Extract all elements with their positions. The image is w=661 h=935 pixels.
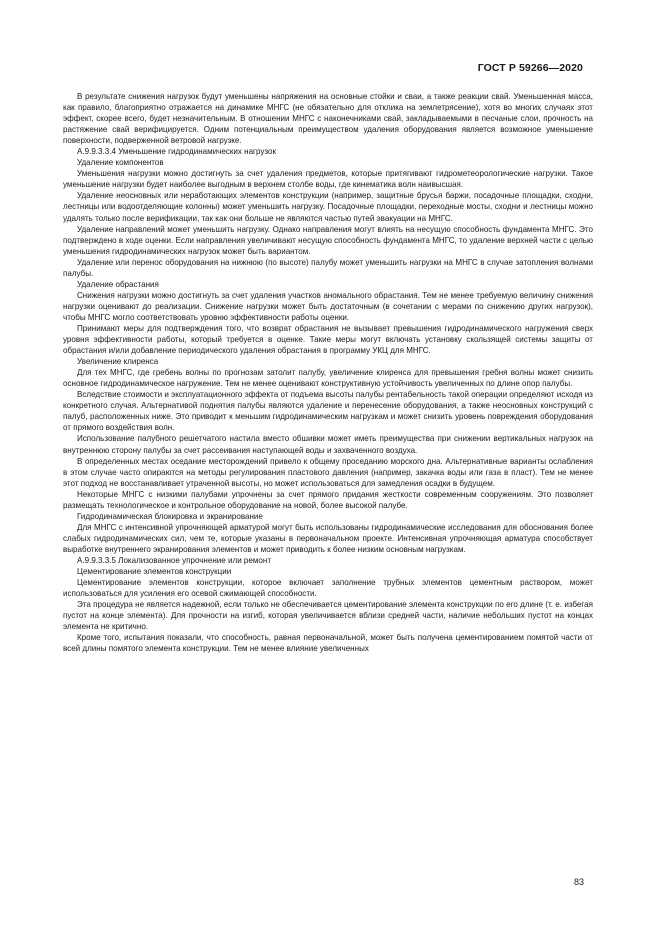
paragraph: Уменьшения нагрузки можно достигнуть за счет удаления предметов, которые притягивают гидрометеорологические нагрузки. Такое уменьшение нагрузки будет наиболее выгодным в верхнем столбе воды, где кинематика волн наивысшая. <box>63 169 593 190</box>
section-heading: А.9.9.3.3.5 Локализованное упрочнение или ремонт <box>77 555 272 565</box>
paragraph: Удаление или перенос оборудования на нижнюю (по высоте) палубу может уменьшить нагрузки на МНГС в случае затопления волнами палубы. <box>63 257 593 278</box>
paragraph: Использование палубного решетчатого настила вместо обшивки может иметь преимущества при снижении вертикальных нагрузок на внутреннюю сторону палубы за счет рассеивания наступающей воды и захваченного воздуха. <box>63 434 593 455</box>
paragraph: Удаление направлений может уменьшить нагрузку. Однако направления могут влиять на несущую способность фундамента МНГС. Это подтверждено в ходе оценки. Если направления увеличивают несущую способность фундамента МНГС, то удаление верхней части с целью уменьшения гидродинамических нагрузок может быть вариантом. <box>63 224 593 256</box>
subsection-heading: Гидродинамическая блокировка и экранирование <box>77 511 263 521</box>
paragraph: Вследствие стоимости и эксплуатационного эффекта от подъема высоты палубы рентабельность такой операции определяют исходя из конкретного случая. Альтернативой поднятия палубы являются удаление и перенесение оборудования, а также неосновных конструкций с палуб, расположенных ниже. Это приводит к меньшим гидродинамическим нагрузкам и может снизить уровень повреждения оборудования от прямого воздействия волн. <box>63 390 593 433</box>
paragraph: Цементирование элементов конструкции, которое включает заполнение трубных элементов цементным раствором, может использоваться для усиления его осевой сжимающей способности. <box>63 578 593 599</box>
subsection-heading: Цементирование элементов конструкции <box>77 567 232 577</box>
subsection-heading: Увеличение клиренса <box>77 357 159 367</box>
section-heading: А.9.9.3.3.4 Уменьшение гидродинамических нагрузок <box>77 147 276 157</box>
paragraph: Эта процедура не является надежной, если только не обеспечивается цементирование элемента конструкции по его длине (т. е. избегая пустот на конце элемента). Для прочности на изгиб, которая увеличивается вблизи средней части, наличие небольших пустот на концах элемента не критично. <box>63 600 593 632</box>
paragraph: Удаление неосновных или неработающих элементов конструкции (например, защитные брусья баржи, посадочные площадки, сходни, лестницы или водоотделяющие колонны) может уменьшить нагрузку. Посадочные площадки, переходные мосты, сходни и лестницы можно удалять только после верификации, так как они больше не являются частью путей эвакуации на МНГС. <box>63 191 593 223</box>
page-number: 83 <box>573 877 584 887</box>
paragraph: В определенных местах оседание месторождений привело к общему проседанию морского дна. Альтернативные варианты ослабления в этом случае часто опираются на методы регулирования пластового давления (например, закачка воды или газа в пласт). Тем не менее этот подход не восстанавливает утраченной высоты, но может использоваться для замедления осадки в будущем. <box>63 456 593 488</box>
paragraph: В результате снижения нагрузок будут уменьшены напряжения на основные стойки и сваи, а также реакции свай. Уменьшенная масса, как правило, благоприятно отражается на динамике МНГС (не обязательно для отклика на землетрясение), хотя во многих случаях этот эффект, скорее всего, будет незначительным. В отношении МНГС с наконечниками свай, закладываемыми в песчаные слои, прочность на растяжение свай верифицируется. Одним потенциальным преимуществом удаления оборудования является возможное уменьшение поверхности, подверженной ветровой нагрузке. <box>63 92 593 146</box>
paragraph: Кроме того, испытания показали, что способность, равная первоначальной, может быть получена цементированием помятой части от всей длины помятого элемента конструкции. Тем не менее влияние увеличенных <box>63 633 593 654</box>
subsection-heading: Удаление обрастания <box>77 279 159 289</box>
standard-header: ГОСТ Р 59266—2020 <box>477 62 583 74</box>
document-body <box>63 91 593 654</box>
subsection-heading: Удаление компонентов <box>77 158 164 168</box>
paragraph: Для тех МНГС, где гребень волны по прогнозам затолит палубу, увеличение клиренса для превышения гребня волны может снизить основное гидродинамическое нагружение. Тем не менее оценивают конструктивную устойчивость увеличенных по длине опор палубы. <box>63 368 593 389</box>
paragraph: Принимают меры для подтверждения того, что возврат обрастания не вызывает превышения гидродинамического нагружения сверх уровня эффективности работы, который требуется в оценке. Такие меры могут включать установку скользящей системы защиты от обрастания и/или добавление периодического удаления обрастания в программу УКЦ для МНГС. <box>63 323 593 356</box>
paragraph: Некоторые МНГС с низкими палубами упрочнены за счет прямого придания жесткости современным сооружениям. Это позволяет размещать технологическое и контрольное оборудование на новой, более высокой палубе. <box>63 489 593 510</box>
paragraph: Снижения нагрузки можно достигнуть за счет удаления участков аномального обрастания. Тем не менее требуемую величину снижения нагрузки оценивают до реализации. Снижение нагрузки может быть достаточным (в сочетании с мерами по снижению других нагрузок), чтобы МНГС могло соответствовать уровню эффективности работы оценки. <box>63 290 593 322</box>
paragraph: Для МНГС с интенсивной упрочняющей арматурой могут быть использованы гидродинамические исследования для обоснования более слабых гидродинамических сил, чем те, которые указаны в первоначальном проекте. Интенсивная упрочняющая арматура способствует выработке внутреннего экранирования элементов и может приводить к более низким основным нагрузкам. <box>63 522 593 554</box>
